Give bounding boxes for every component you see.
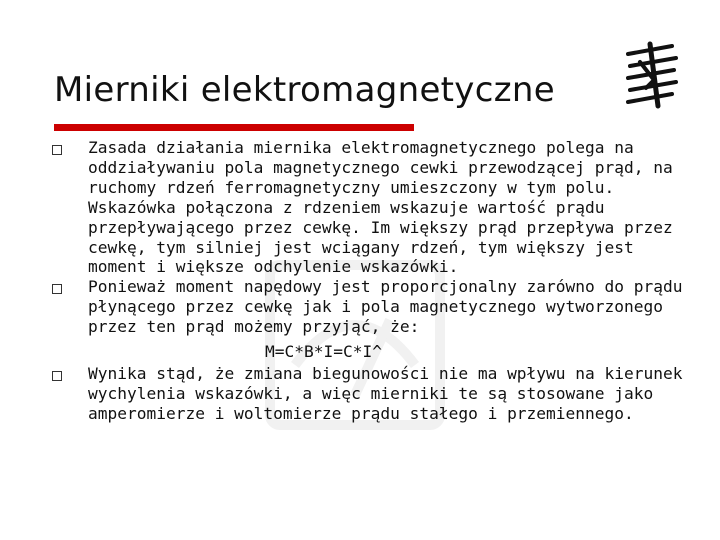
formula: M=C*B*I=C*I^ — [265, 342, 382, 362]
bullet-list — [50, 138, 690, 424]
bullet-marker — [52, 284, 62, 294]
bullet-marker — [52, 145, 62, 155]
title-underline-bar — [54, 124, 414, 131]
bullet-marker — [52, 371, 62, 381]
bullet-text: Zasada działania miernika elektromagnetycznego polega na oddziaływaniu pola magnetycznego cewki przewodzącej prąd, na ruchomy rdzeń ferromagnetyczny umieszczony w tym polu. Wskazówka połączona z rdzeniem wskazuje wartość prądu przepływającego przez cewkę. Im większy prąd przepływa przez cewkę, tym silniej jest wciągany rdzeń, tym większy jest moment i większe odchylenie wskazówki. — [88, 138, 673, 277]
slide-title: Mierniki elektromagnetyczne — [54, 70, 555, 110]
bullet-text: Wynika stąd, że zmiana biegunowości nie ma wpływu na kierunek wychylenia wskazówki, a więc mierniki te są stosowane jako amperomierze i woltomierze prądu stałego i przemiennego. — [88, 363, 683, 423]
bullet-text: Ponieważ moment napędowy jest proporcjonalny zarówno do prądu płynącego przez cewkę jak i pola magnetycznego wytworzonego przez ten prąd możemy przyjąć, że: — [88, 277, 683, 337]
bullet-item — [50, 277, 690, 337]
bullet-item — [50, 138, 690, 277]
bullet-item — [50, 364, 690, 424]
electromagnetic-meter-symbol-icon — [620, 40, 684, 110]
